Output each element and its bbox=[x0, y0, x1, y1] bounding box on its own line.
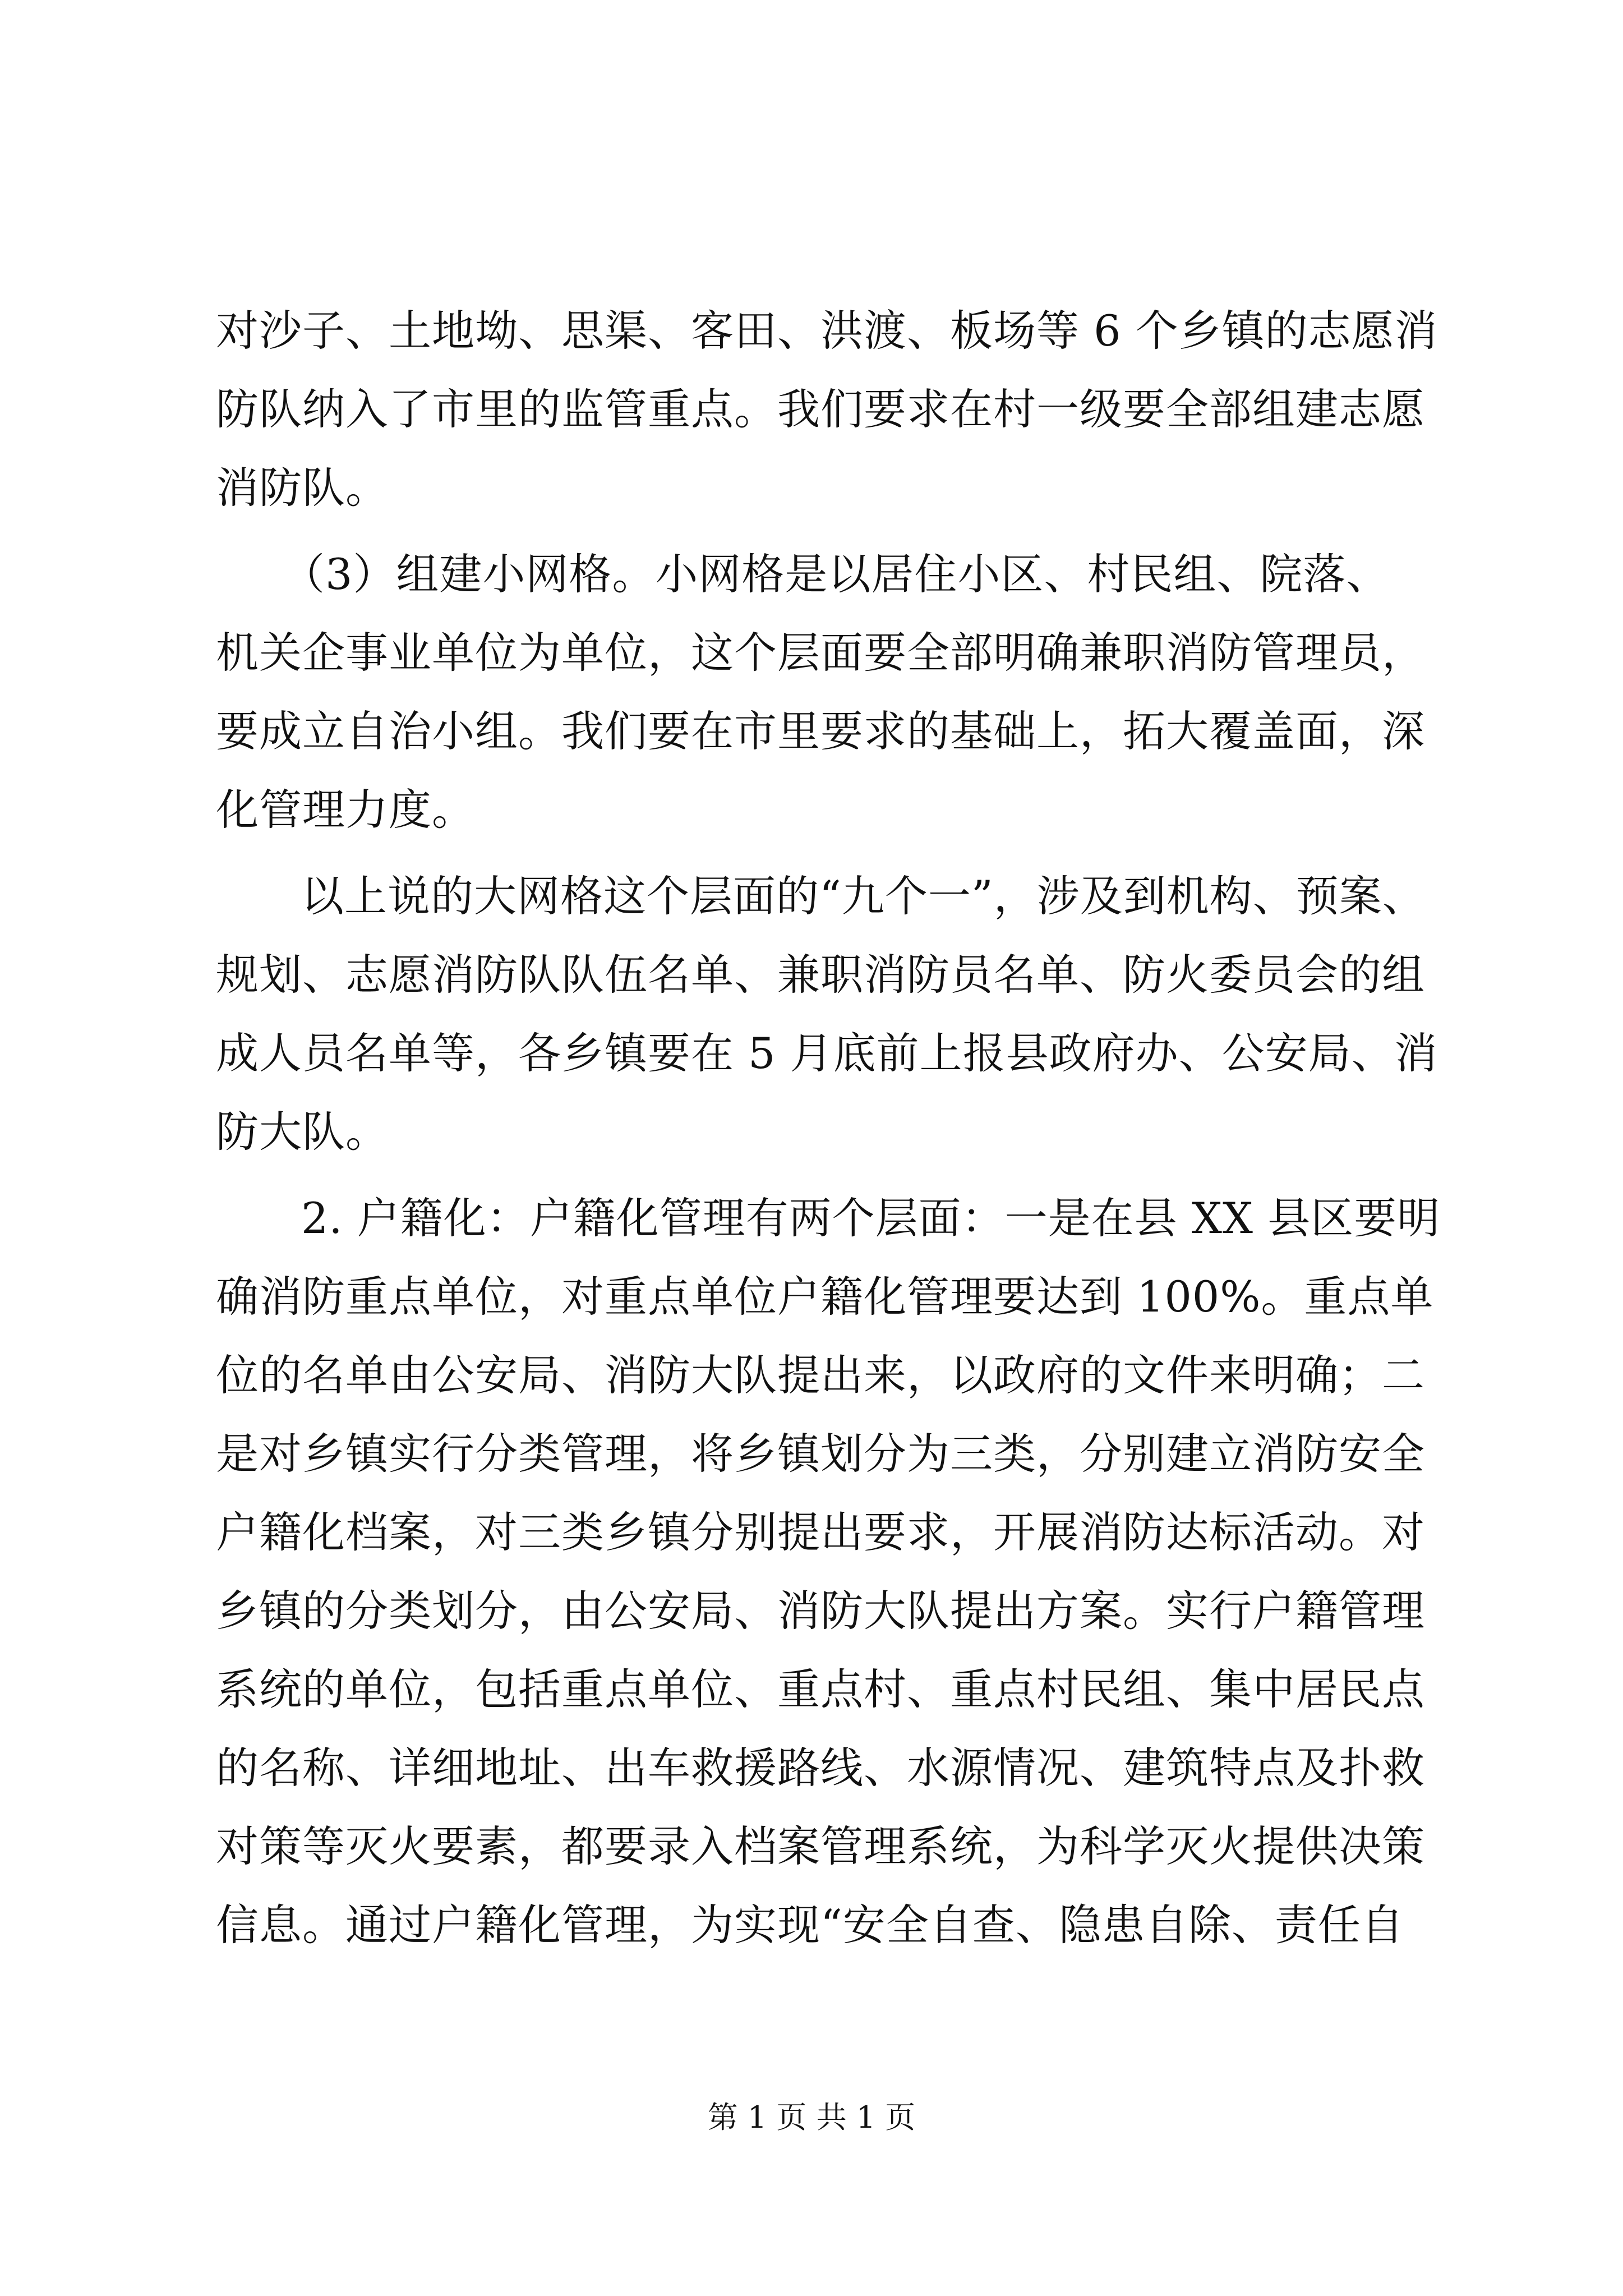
text-line: 的名称、详细地址、出车救援路线、水源情况、建筑特点及扑救 bbox=[216, 1743, 1425, 1793]
text-line: 对沙子、土地坳、思渠、客田、洪渡、板场等 6 个乡镇的志愿消 bbox=[216, 306, 1438, 356]
text-line: 规划、志愿消防队队伍名单、兼职消防员名单、防火委员会的组 bbox=[216, 950, 1425, 1000]
text-line: 防大队。 bbox=[216, 1107, 389, 1157]
text-line: 信息。通过户籍化管理，为实现“安全自查、隐患自除、责任自 bbox=[216, 1900, 1404, 1950]
text-line: 机关企事业单位为单位，这个层面要全部明确兼职消防管理员， bbox=[216, 628, 1425, 678]
text-line: 乡镇的分类划分，由公安局、消防大队提出方案。实行户籍管理 bbox=[216, 1586, 1425, 1636]
paragraph bbox=[216, 857, 1438, 1171]
text-line: 是对乡镇实行分类管理，将乡镇划分为三类，分别建立消防安全 bbox=[216, 1429, 1425, 1479]
text-line: 位的名单由公安局、消防大队提出来，以政府的文件来明确；二 bbox=[216, 1350, 1425, 1400]
text-line: 2. 户籍化：户籍化管理有两个层面：一是在县 XX 县区要明 bbox=[301, 1193, 1441, 1243]
paragraph bbox=[216, 1179, 1441, 1964]
paragraph bbox=[216, 535, 1425, 849]
text-line: （3）组建小网格。小网格是以居住小区、村民组、院落、 bbox=[282, 549, 1390, 599]
text-line: 化管理力度。 bbox=[216, 785, 475, 835]
document-body bbox=[216, 292, 1441, 1964]
text-line: 户籍化档案，对三类乡镇分别提出要求，开展消防达标活动。对 bbox=[216, 1507, 1425, 1557]
text-line: 对策等灭火要素，都要录入档案管理系统，为科学灭火提供决策 bbox=[216, 1821, 1425, 1871]
page-footer: 第 1 页 共 1 页 bbox=[707, 2100, 916, 2135]
text-line: 成人员名单等，各乡镇要在 5 月底前上报县政府办、公安局、消 bbox=[216, 1028, 1438, 1078]
text-line: 确消防重点单位，对重点单位户籍化管理要达到 100%。重点单 bbox=[216, 1272, 1434, 1322]
text-line: 以上说的大网格这个层面的“九个一”，涉及到机构、预案、 bbox=[301, 871, 1426, 921]
paragraph bbox=[216, 292, 1438, 527]
text-line: 消防队。 bbox=[216, 463, 389, 513]
text-line: 要成立自治小组。我们要在市里要求的基础上，拓大覆盖面，深 bbox=[216, 706, 1425, 756]
text-line: 系统的单位，包括重点单位、重点村、重点村民组、集中居民点 bbox=[216, 1664, 1425, 1714]
text-line: 防队纳入了市里的监管重点。我们要求在村一级要全部组建志愿 bbox=[216, 384, 1425, 434]
